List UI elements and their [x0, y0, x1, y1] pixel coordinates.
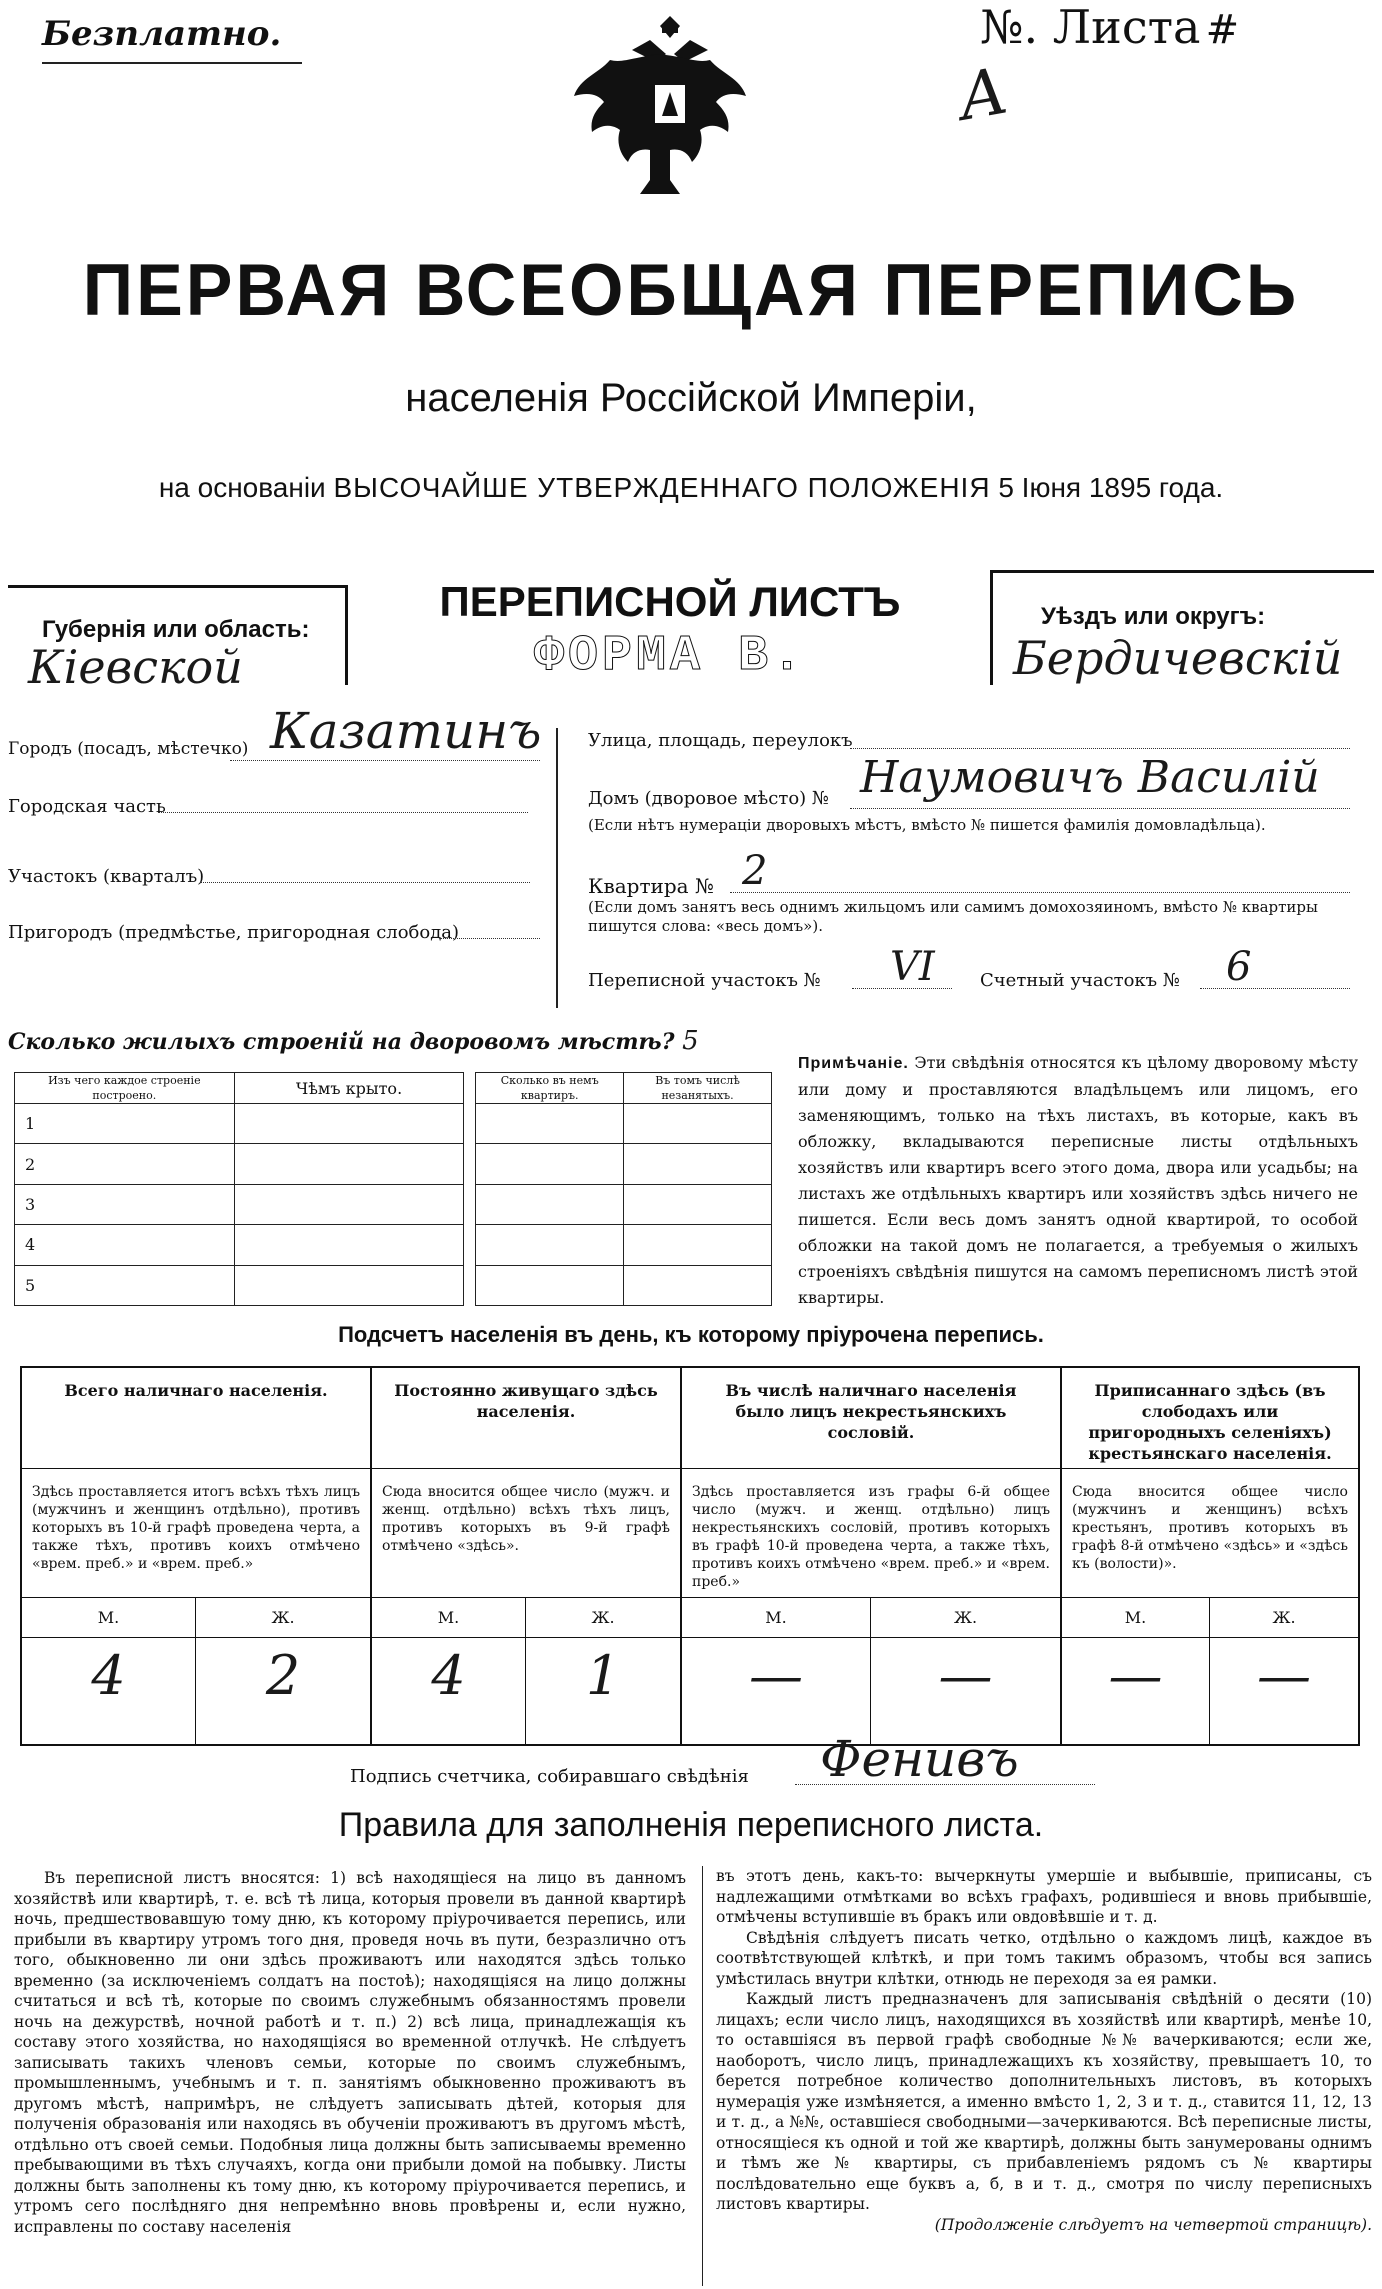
- male-count[interactable]: 4: [372, 1638, 526, 1745]
- population-col-text: Сюда вносится общее число (мужч. и женщ. отдѣльно) всѣхъ тѣхъ лицъ, противъ которыхъ въ 9-й графѣ отмѣчено «здѣсь».: [382, 1484, 670, 1554]
- population-col-text: Здѣсь проставляется изъ графы 6-й общее число (мужч. и женщ. отдѣльно) лицъ некрестьянскихъ сословій, противъ которыхъ въ графѣ 10-й проведена черта, а также тѣхъ, противъ коихъ отмѣчено «врем. преб.» и «врем. преб.»: [692, 1484, 1050, 1590]
- female-label: Ж.: [271, 1608, 295, 1627]
- precinct-underline: [200, 882, 530, 883]
- rules-title: Правила для заполненія переписного листа.: [338, 1806, 1044, 1844]
- uezd-value[interactable]: Бердичевскій: [1013, 631, 1343, 685]
- apartment-underline: [730, 892, 1350, 893]
- rules-left-text: Въ переписной листъ вносятся: 1) всѣ находящіеся на лицо въ данномъ хозяйствѣ или квартирѣ, т. е. всѣ тѣ лица, которыя провели въ данной квартирѣ ночь, предшествовавшую тому дню, къ которому пріурочивается перепись, или прибыли въ квартиру утромъ того дня, проведя ночь въ пути, безразлично отъ того, обыкновенно ли они здѣсь проживаютъ или находятся здѣсь только временно (за исключеніемъ солдатъ на постоѣ); находящіяся на лицо должны считаться и всѣ тѣ, которые по своимъ служебнымъ обязанностямъ провели ночь на дежурствѣ, ночной работѣ и т. п.) 2) всѣ лица, принадлежащія къ составу этого хозяйства, но находящіяся во временной отлучкѣ. Не слѣдуетъ записывать такихъ членовъ семьи, которые по своимъ служебнымъ, промышленнымъ, учебнымъ и т. п. занятіямъ обыкновенно проживаютъ въ другомъ мѣстѣ, напримѣръ, не слѣдуетъ записывать дѣтей, которыя для полученія образованія или находясь въ обученіи проживаютъ въ другомъ мѣстѣ, отдѣльно отъ своей семьи. Подобныя лица должны быть записываемы временно пребывающими въ тѣхъ случаяхъ, когда они прибыли домой на побывку. Листы должны быть заполнены къ тому дню, къ которому пріурочивается перепись, и утромъ сего послѣдняго дня непремѣнно вновь провѣрены и, если нужно, исправлены по составу населенія: [14, 1869, 686, 2236]
- street-label: Улица, площадь, переулокъ: [588, 730, 853, 751]
- col-apartments: Сколько въ немъ квартиръ.: [476, 1073, 624, 1104]
- col-occupied: Въ томъ числѣ незанятыхъ.: [624, 1073, 772, 1104]
- house-note: (Если нѣтъ нумераціи дворовыхъ мѣстъ, вмѣсто № пишется фамилія домовладѣльца).: [588, 816, 1266, 834]
- population-column: [1062, 1368, 1358, 1744]
- basis-line: на основаніи ВЫСОЧАЙШЕ УТВЕРЖДЕННАГО ПОЛОЖЕНІЯ 5 Іюня 1895 года.: [158, 472, 1224, 503]
- double-headed-eagle-icon: [570, 10, 770, 210]
- apartment-label: Квартира №: [588, 874, 714, 898]
- apartment-note: (Если домъ занятъ весь однимъ жильцомъ или самимъ домохозяиномъ, вмѣсто № квартиры пишутся слова: «весь домъ»).: [588, 898, 1318, 935]
- population-col-head: Всего наличнаго населенія.: [64, 1381, 328, 1400]
- population-col-text: Сюда вносится общее число (мужчинъ и женщинъ) всѣхъ крестьянъ, противъ которыхъ въ графѣ 8-й отмѣчено «здѣсь» и «здѣсь къ (волости)».: [1072, 1484, 1348, 1572]
- precinct-label: Участокъ (кварталъ): [8, 866, 205, 887]
- buildings-question: Сколько жилыхъ строеній на дворовомъ мѣстѣ? 5: [8, 1026, 699, 1056]
- suburb-underline: [440, 938, 540, 939]
- street-underline: [850, 748, 1350, 749]
- male-label: М.: [1062, 1598, 1210, 1637]
- table-row: 1: [15, 1104, 772, 1144]
- female-count[interactable]: —: [1257, 1644, 1311, 1707]
- gubernia-box: Губернія или область: Кіевской: [8, 585, 348, 685]
- count-district-underline: [1200, 988, 1350, 989]
- count-district-value[interactable]: 6: [1226, 944, 1252, 990]
- city-underline: [230, 760, 540, 761]
- rules-right-column: въ этотъ день, какъ-то: вычеркнуты умершіе и выбывшіе, приписаны, съ надлежащими отмѣтками во всѣхъ графахъ, родившіеся и вновь прибывшіе, отмѣчены вступившіе въ бракъ или овдовѣвшіе и т. д. Свѣдѣнія слѣдуетъ писать четко, отдѣльно о каждомъ лицѣ, каждое въ соотвѣтствующей клѣткѣ, и при томъ такимъ образомъ, чтобы вся запись умѣстилась внутри клѣтки, отнюдь не переходя за ея рамки. Каждый листъ предназначенъ для записыванія свѣдѣній о десяти (10) лицахъ; если число лицъ, находящихся въ хозяйствѣ или квартирѣ, менѣе 10, то оставшіяся въ первой графѣ свободные №№ вачеркиваются; если же, наоборотъ, число лицъ, принадлежащихъ къ хозяйству, превышаетъ 10, то берется потребное количество дополнительныхъ листовъ, въ которыхъ нумерація уже измѣняется, а именно вмѣсто 1, 2, 3 и т. д., ставится 11, 12, 13 и т. д., а №№, оставшіеся свободными—зачеркиваются. Всѣ переписные листы, относящіеся къ одной и той же квартирѣ, должны быть занумерованы однимъ и тѣмъ же № квартиры, съ прибавленіемъ рядомъ съ № квартиры послѣдовательно еще буквъ а, б, в и т. д., смотря по числу переписныхъ листовъ квартиры. (Продолженіе слѣдуетъ на четвертой страницѣ).: [716, 1867, 1372, 2234]
- free-label: Безплатно.: [42, 14, 302, 64]
- col-material: Изъ чего каждое строеніе построено.: [15, 1073, 235, 1104]
- apartment-value[interactable]: 2: [742, 848, 768, 894]
- buildings-table: [14, 1072, 772, 1306]
- sheet-number-strike: #: [1205, 7, 1240, 53]
- population-title: Подсчетъ населенія въ день, къ которому пріурочена перепись.: [338, 1322, 1044, 1347]
- district-label: Городская часть: [8, 796, 166, 817]
- female-count[interactable]: —: [938, 1644, 993, 1707]
- female-label: Ж.: [953, 1608, 978, 1627]
- page-subtitle: населенія Россійской Имперіи,: [405, 376, 977, 420]
- census-district-underline: [852, 988, 952, 989]
- population-column: [682, 1368, 1062, 1744]
- signature-label: Подпись счетчика, собиравшаго свѣдѣнія: [350, 1766, 749, 1787]
- male-count[interactable]: —: [682, 1638, 871, 1745]
- uezd-box: Уѣздъ или округъ: Бердичевскій: [990, 570, 1374, 685]
- note-block: Примѣчаніе. Эти свѣдѣнія относятся къ цѣлому дворовому мѣсту или дому и проставляются владѣльцемъ или лицомъ, его заменяющимъ, только на тѣхъ листахъ, въ которые, какъ въ обложку, вкладываются переписные листы отдѣльныхъ хозяйствъ или квартиръ всего этого дома, двора или усадьбы; на листахъ же отдѣльныхъ квартиръ или хозяйствъ здѣсь ничего не пишется. Если весь домъ занятъ одной квартирой, то особой обложки на такой домъ не полагается, а требуемыя о жилыхъ строеніяхъ свѣдѣнія пишутся на самомъ переписномъ листѣ этой квартиры.: [798, 1053, 1358, 1307]
- district-underline: [158, 812, 528, 813]
- female-count[interactable]: 2: [265, 1644, 301, 1707]
- suburb-label: Пригородъ (предмѣстье, пригородная слобода): [8, 922, 460, 943]
- census-district-label: Переписной участокъ №: [588, 970, 821, 991]
- city-label: Городъ (посадъ, мѣстечко): [8, 739, 249, 759]
- page-title: ПЕРВАЯ ВСЕОБЩАЯ ПЕРЕПИСЬ: [82, 249, 1300, 331]
- census-district-value[interactable]: VI: [890, 944, 935, 990]
- population-column: [22, 1368, 372, 1744]
- population-col-head: Приписаннаго здѣсь (въ слободахъ или пригородныхъ селеніяхъ) крестьянскаго населенія.: [1088, 1381, 1332, 1463]
- signature-value[interactable]: Фенивъ: [820, 1730, 1019, 1788]
- sheet-title: ПЕРЕПИСНОЙ ЛИСТЪ: [439, 578, 901, 625]
- table-row: 5: [15, 1265, 772, 1305]
- female-label: Ж.: [591, 1608, 615, 1627]
- population-col-head: Постоянно живущаго здѣсь населенія.: [394, 1381, 658, 1421]
- population-column: [372, 1368, 682, 1744]
- form-title: ФОРМА В.: [533, 628, 807, 685]
- sheet-number: №. Листа #: [980, 0, 1240, 54]
- rules-divider: [702, 1866, 703, 2286]
- table-row: 2: [15, 1144, 772, 1184]
- city-value[interactable]: Казатинъ: [270, 702, 542, 760]
- count-district-label: Счетный участокъ №: [980, 970, 1180, 991]
- col-roof: Чѣмъ крыто.: [234, 1073, 464, 1104]
- sheet-number-handwritten: A: [953, 54, 1013, 136]
- female-label: Ж.: [1272, 1608, 1296, 1627]
- male-label: М.: [372, 1598, 526, 1637]
- house-underline: [850, 808, 1350, 809]
- gubernia-value[interactable]: Кіевской: [28, 640, 243, 694]
- fields-divider: [556, 728, 558, 1008]
- male-label: М.: [22, 1598, 196, 1637]
- population-col-head: Въ числѣ наличнаго населенія было лицъ некрестьянскихъ сословій.: [725, 1381, 1017, 1442]
- male-count[interactable]: —: [1062, 1638, 1210, 1745]
- female-count[interactable]: 1: [585, 1644, 621, 1707]
- male-label: М.: [682, 1598, 871, 1637]
- table-row: 3: [15, 1184, 772, 1224]
- house-label: Домъ (дворовое мѣсто) №: [588, 788, 829, 809]
- table-row: 4: [15, 1225, 772, 1265]
- house-value[interactable]: Наумовичъ Василій: [860, 752, 1320, 803]
- male-count[interactable]: 4: [22, 1638, 196, 1745]
- population-table: [20, 1366, 1360, 1746]
- population-col-text: Здѣсь проставляется итогъ всѣхъ тѣхъ лицъ (мужчинъ и женщинъ отдѣльно), противъ которыхъ въ 10-й графѣ проведена черта, а также тѣхъ, противъ коихъ отмѣчено «врем. преб.» и «врем. преб.»: [32, 1484, 360, 1572]
